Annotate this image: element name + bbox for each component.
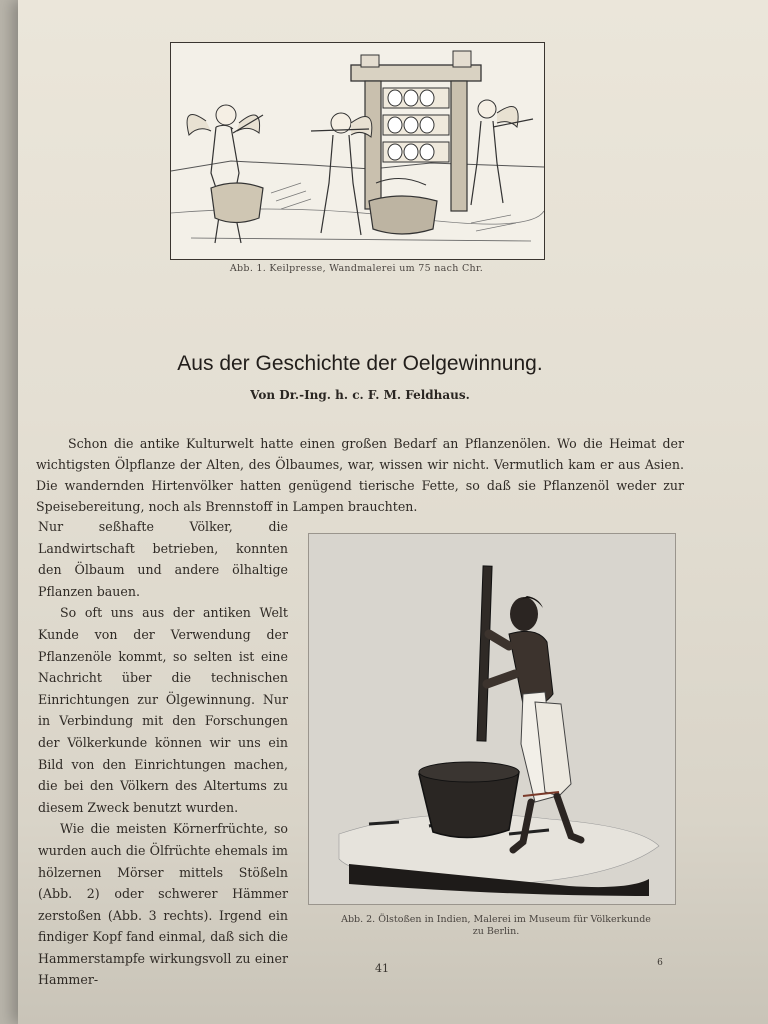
page-number: 41 [375, 962, 389, 975]
figure-2-caption-line-1: Abb. 2. Ölstoßen in Indien, Malerei im Museum für Völkerkunde [341, 914, 651, 925]
figure-keilpresse-illustration [170, 42, 545, 260]
column-paragraph-1: Nur seßhafte Völker, die Landwirtschaft betrieben, konnten den Ölbaum und andere ölhaltige Pflanzen bauen. [38, 519, 288, 599]
article-title: Aus der Geschichte der Oelgewinnung. [177, 352, 543, 375]
figure-2-caption-line-2: zu Berlin. [472, 926, 520, 937]
figure-1-caption: Abb. 1. Keilpresse, Wandmalerei um 75 nach Chr. [229, 263, 484, 274]
column-paragraph-3: Wie die meisten Körnerfrüchte, so wurden auch die Ölfrüchte ehemals im hölzernen Mörser mittels Stößeln (Abb. 2) oder schwerer Hämmer zerstoßen (Abb. 3 rechts). Irgend ein findiger Kopf fand einmal, daß sich die Hammerstampfe wirkungsvoll zu einer Hammer- [38, 821, 288, 988]
article-intro [36, 433, 684, 517]
column-paragraph-2: So oft uns aus der antiken Welt Kunde von der Verwendung der Pflanzenöle kommt, so selten ist eine Nachricht über die technischen Einrichtungen zur Ölgewinnung. Nur in Verbindung mit den Forschungen der Völkerkunde können wir uns ein Bild von den Einrichtungen machen, die bei den Völkern des Altertums zu diesem Zweck benutzt wurden. [38, 605, 288, 815]
article-column [38, 516, 288, 991]
intro-paragraph: Schon die antike Kulturwelt hatte einen großen Bedarf an Pflanzenölen. Wo die Heimat der wichtigsten Ölpflanze der Alten, des Ölbaumes, war, wissen wir nicht. Vermutlich kam er aus Asien. Die wandernden Hirtenvölker hatten genügend tierische Fette, so daß sie Pflanzenöl weder zur Speisebereitung, noch als Brennstoff in Lampen brauchten. [36, 436, 684, 514]
article-author: Von Dr.-Ing. h. c. F. M. Feldhaus. [250, 388, 470, 402]
sheet-mark: 6 [657, 958, 663, 968]
figure-2-caption [304, 914, 688, 938]
figure-oil-pounding-painting [308, 533, 676, 905]
